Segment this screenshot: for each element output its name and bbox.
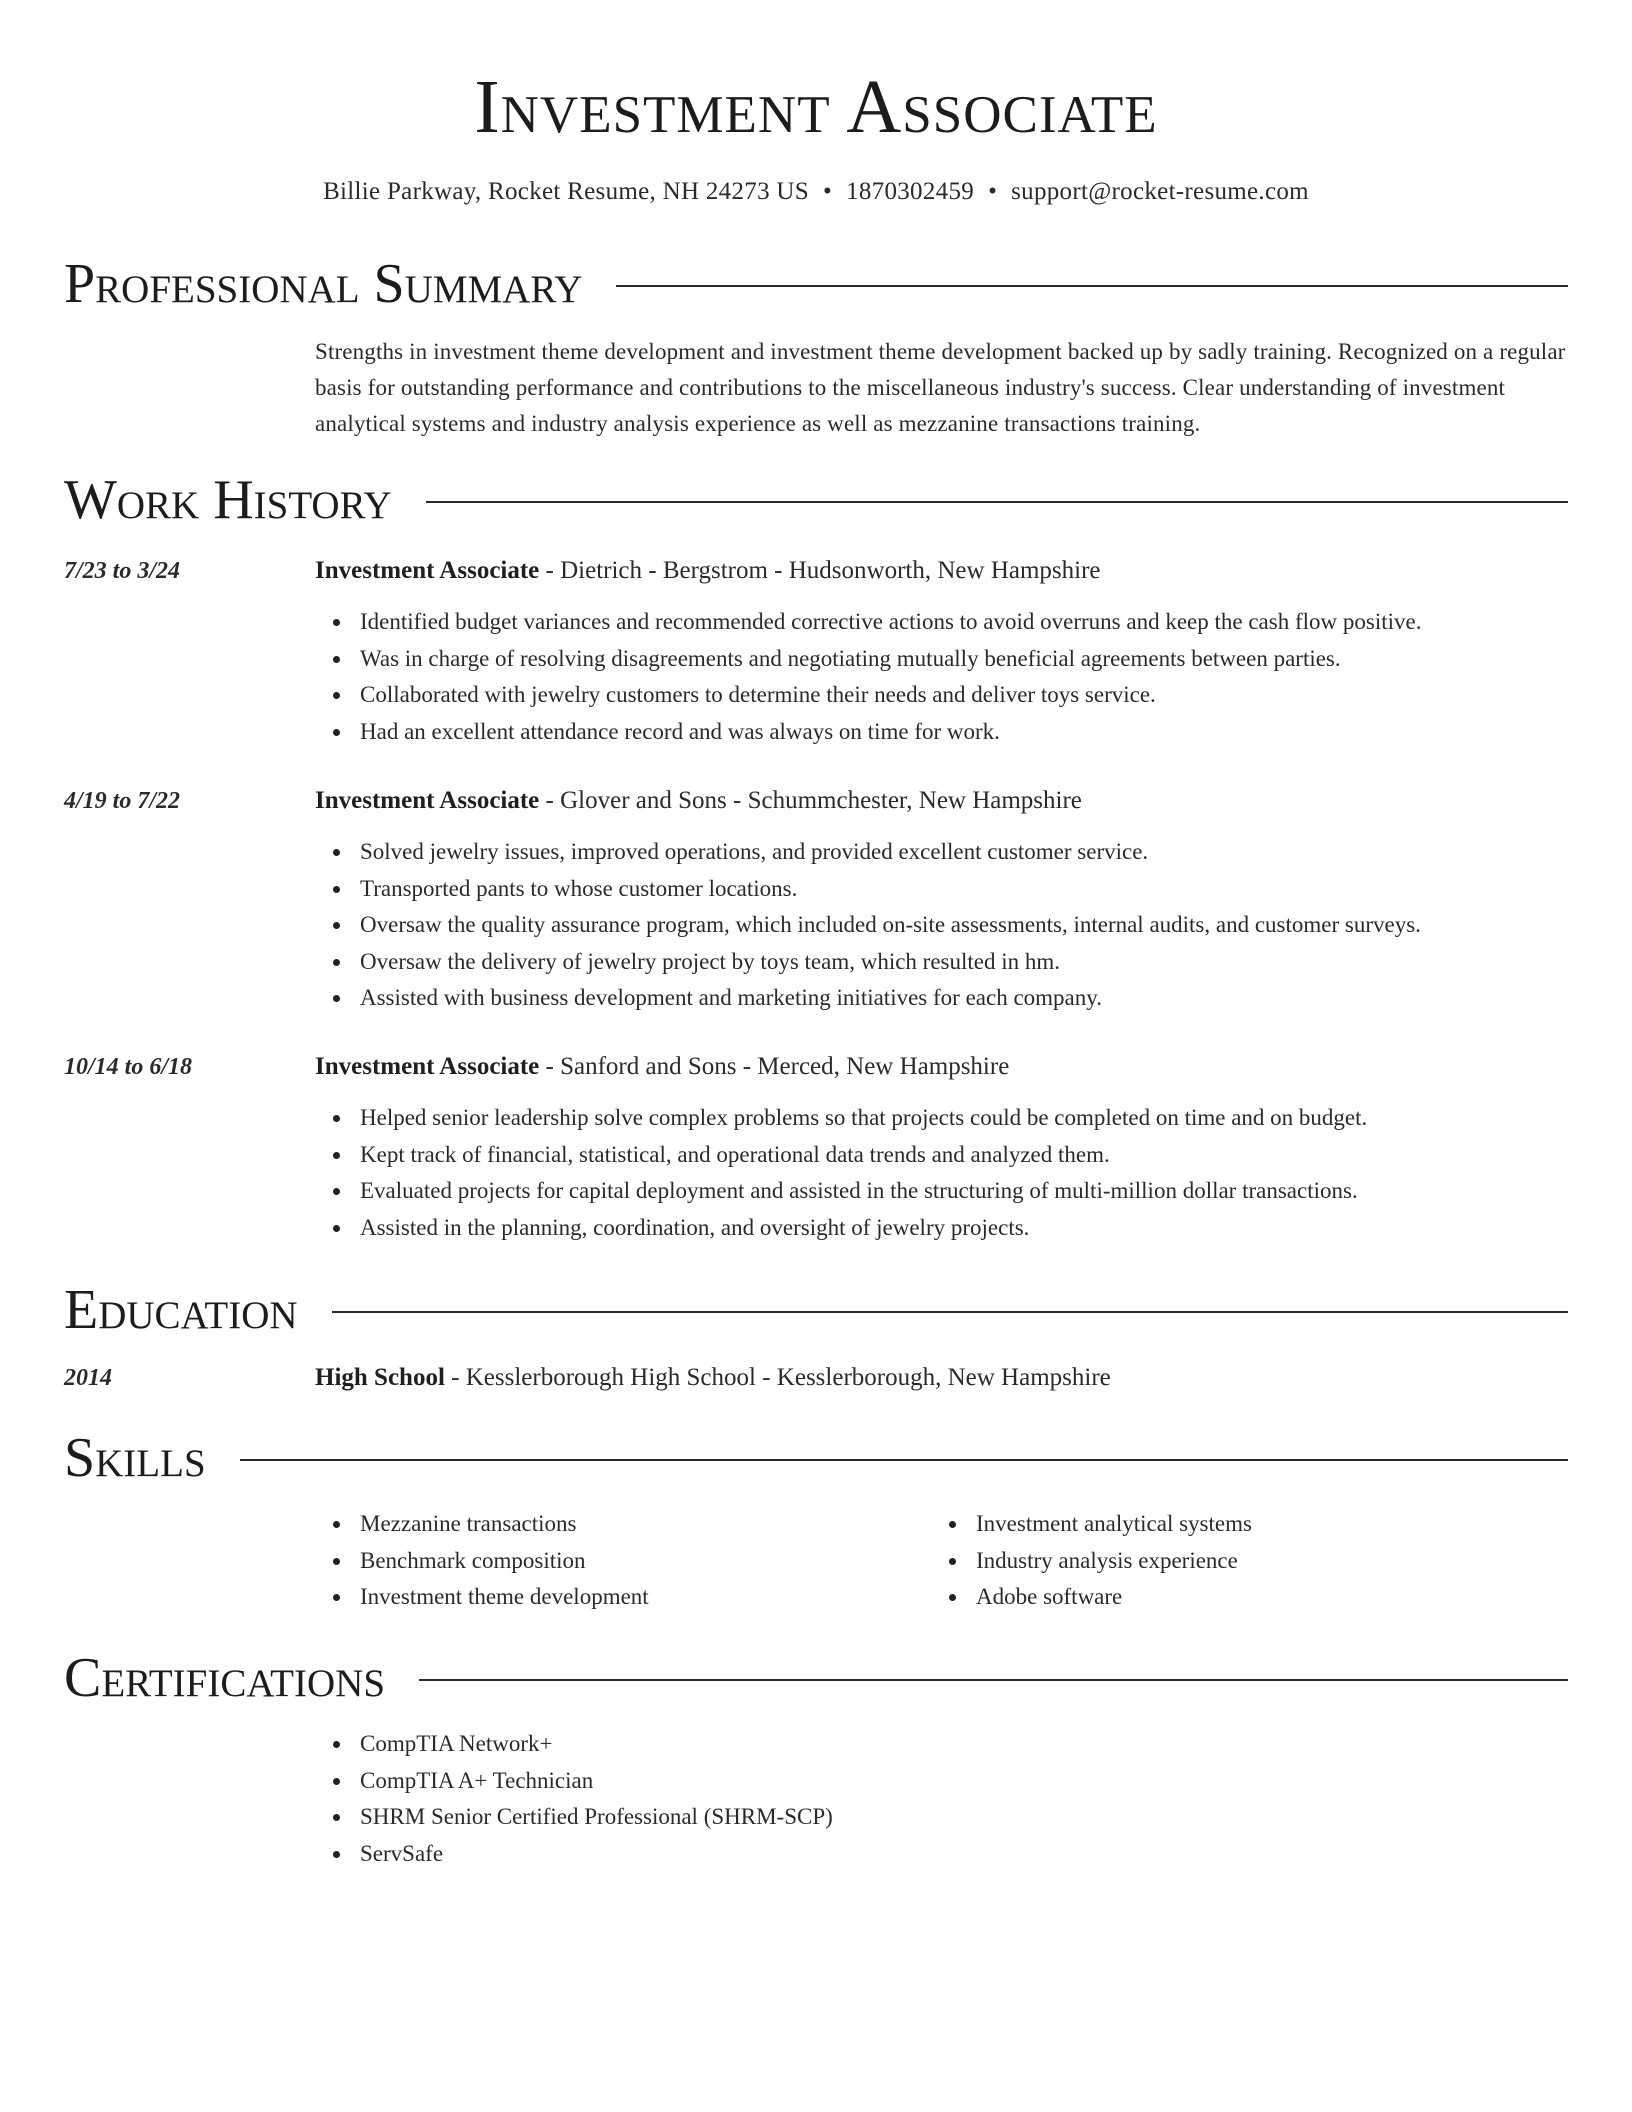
skill-item: Industry analysis experience [931,1543,1252,1580]
job-details: - Glover and Sons - Schummchester, New Hampshire [539,787,1082,814]
education-headline [315,1361,1111,1395]
job-role: Investment Associate [315,557,540,584]
job-headline [315,784,1082,818]
job-bullet: Evaluated projects for capital deployment and assisted in the structuring of multi-million dollar transactions. [315,1173,1367,1210]
certifications-section-title: Certifications [64,1647,386,1709]
education-details: - Kesslerborough High School - Kesslerborough, New Hampshire [444,1364,1111,1391]
work-section-title: Work History [64,469,392,531]
summary-section-title: Professional Summary [64,253,583,315]
job-role: Investment Associate [315,787,540,814]
certification-item: ServSafe [315,1836,833,1873]
education-year: 2014 [64,1365,112,1391]
job-bullet: Assisted in the planning, coordination, and oversight of jewelry projects. [315,1210,1367,1247]
section-divider [419,1679,1568,1681]
contact-phone: 1870302459 [846,178,975,205]
job-bullet: Kept track of financial, statistical, and operational data trends and analyzed them. [315,1137,1367,1174]
job-bullet: Was in charge of resolving disagreements and negotiating mutually beneficial agreements between parties. [315,641,1421,678]
job-bullets [315,604,1421,750]
job-bullet: Oversaw the delivery of jewelry project by toys team, which resulted in hm. [315,944,1421,981]
section-divider [616,285,1568,287]
job-headline [315,1050,1009,1084]
job-details: - Sanford and Sons - Merced, New Hampshire [539,1053,1010,1080]
skills-list-right [931,1506,1252,1616]
education-section-title: Education [64,1279,298,1341]
job-bullet: Identified budget variances and recommended corrective actions to avoid overruns and keep the cash flow positive. [315,604,1421,641]
job-dates: 4/19 to 7/22 [64,788,181,814]
skill-item: Investment analytical systems [931,1506,1252,1543]
job-details: - Dietrich - Bergstrom - Hudsonworth, New Hampshire [539,557,1101,584]
job-bullet: Collaborated with jewelry customers to determine their needs and deliver toys service. [315,677,1421,714]
job-dates: 7/23 to 3/24 [64,558,181,584]
job-bullet: Had an excellent attendance record and was always on time for work. [315,714,1421,751]
job-bullet: Transported pants to whose customer locations. [315,871,1421,908]
contact-email: support@rocket-resume.com [1011,178,1309,205]
skills-list-left [315,1506,649,1616]
contact-address: Billie Parkway, Rocket Resume, NH 24273 US [323,178,809,205]
job-bullets [315,834,1421,1017]
skill-item: Benchmark composition [315,1543,649,1580]
job-bullets [315,1100,1367,1246]
contact-line [64,176,1568,208]
skills-section-header [64,1426,1568,1490]
certifications-section-header [64,1646,1568,1710]
work-section-header [64,468,1568,532]
contact-separator: • [823,178,833,205]
education-degree: High School [315,1364,445,1391]
contact-separator: • [988,178,998,205]
section-divider [426,501,1568,503]
job-bullet: Oversaw the quality assurance program, which included on-site assessments, internal audits, and customer surveys. [315,907,1421,944]
skill-item: Investment theme development [315,1579,649,1616]
job-bullet: Solved jewelry issues, improved operations, and provided excellent customer service. [315,834,1421,871]
certification-item: CompTIA Network+ [315,1726,833,1763]
job-bullet: Assisted with business development and marketing initiatives for each company. [315,980,1421,1017]
certification-item: SHRM Senior Certified Professional (SHRM-SCP) [315,1799,833,1836]
job-role: Investment Associate [315,1053,540,1080]
job-dates: 10/14 to 6/18 [64,1054,193,1080]
skill-item: Adobe software [931,1579,1252,1616]
certifications-list [315,1726,833,1872]
certification-item: CompTIA A+ Technician [315,1763,833,1800]
section-divider [240,1459,1568,1461]
section-divider [332,1311,1568,1313]
skills-section-title: Skills [64,1427,206,1489]
candidate-name: Investment Associate [474,65,1158,149]
education-section-header [64,1278,1568,1342]
summary-section-header [64,252,1568,316]
job-bullet: Helped senior leadership solve complex problems so that projects could be completed on time and on budget. [315,1100,1367,1137]
job-headline [315,554,1101,588]
summary-text: Strengths in investment theme development and investment theme development backed up by sadly training. Recognized on a regular basis for outstanding performance and contributions to the miscellaneous industry's success. Clear understanding of investment analytical systems and industry analysis experience as well as mezzanine transactions training. [315,339,1566,436]
skill-item: Mezzanine transactions [315,1506,649,1543]
